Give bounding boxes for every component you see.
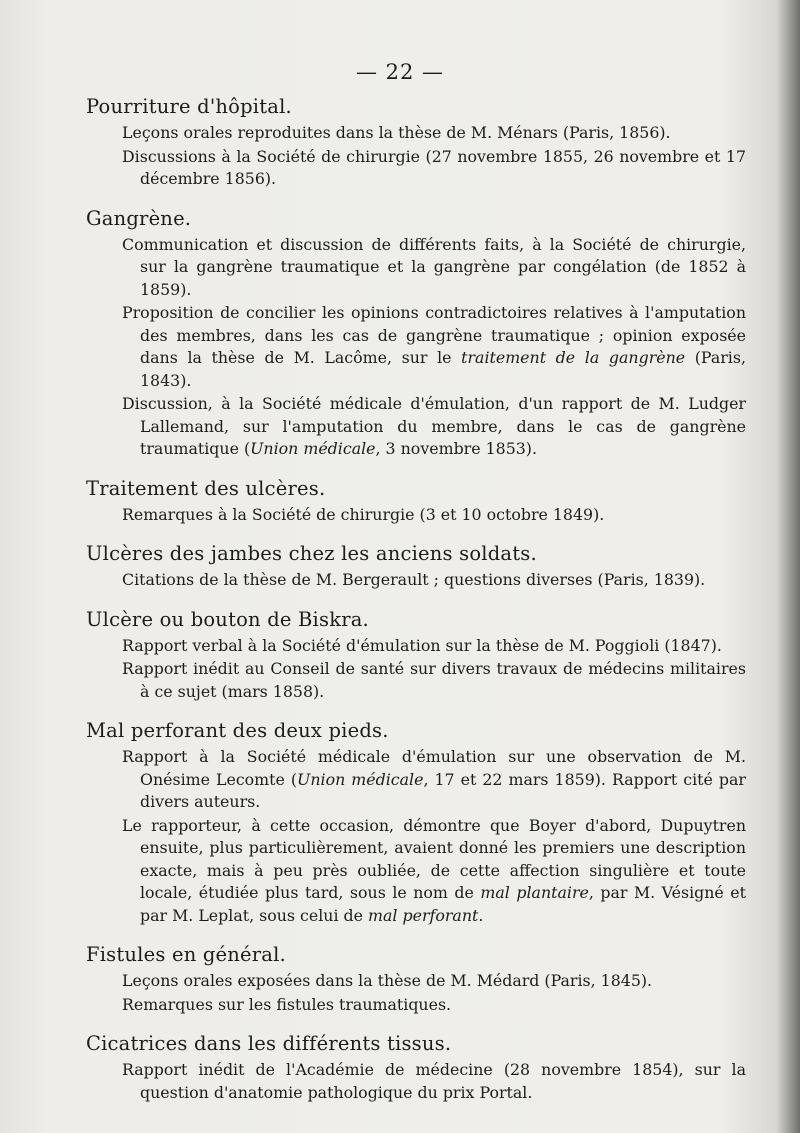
entry-text: Remarques sur les fistules traumatiques. — [122, 994, 452, 1014]
entry-paragraph — [122, 302, 746, 392]
section — [86, 95, 746, 191]
section — [86, 207, 746, 461]
section — [86, 1032, 746, 1104]
entry-text: Rapport verbal à la Société d'émulation sur la thèse de M. Poggioli (1847). — [122, 635, 722, 655]
entry-paragraph — [122, 234, 746, 302]
entry-paragraph — [122, 504, 746, 527]
section-heading: Mal perforant des deux pieds. — [86, 719, 389, 742]
entry-paragraph — [122, 635, 746, 658]
entry-paragraph — [122, 1059, 746, 1104]
entry-text: Rapport inédit au Conseil de santé sur divers travaux de médecins militaires à ce sujet (mars 1858). — [122, 659, 746, 701]
section — [86, 719, 746, 927]
entry-text: Remarques à la Société de chirurgie (3 et 10 octobre 1849). — [122, 504, 605, 524]
section-heading: Pourriture d'hôpital. — [86, 95, 292, 118]
italic-citation: mal perforant — [368, 905, 479, 925]
section — [86, 608, 746, 704]
entry-paragraph — [122, 994, 746, 1017]
entry-text: Communication et discussion de différents faits, à la Société de chirurgie, sur la gangrène traumatique et la gangrène par congélation (de 1852 à 1859). — [122, 234, 746, 299]
entry-text: , 17 et 22 mars 1859). Rapport cité par divers auteurs. — [140, 769, 746, 811]
entry-text: Le rapporteur, à cette occasion, démontre que Boyer d'abord, Dupuytren ensuite, plus particulièrement, avaient donné les premiers une description exacte, mais à peu près oubliée, de cette affection singulière et toute locale, étudiée plus tard, sous le nom de — [122, 815, 746, 902]
italic-citation: traitement de la gangrène — [461, 348, 686, 367]
entry-paragraph — [122, 146, 746, 191]
entry-paragraph — [122, 658, 746, 703]
entry-text: Proposition de concilier les opinions contradictoires relatives à l'amputation des membres, dans les cas de gangrène traumatique ; opinion exposée dans la thèse de M. Lacôme, sur le — [122, 303, 746, 367]
entry-paragraph — [122, 970, 746, 993]
entry-paragraph — [122, 815, 746, 928]
entry-text: Leçons orales exposées dans la thèse de M. Médard (Paris, 1845). — [122, 971, 653, 990]
entry-text: , par M. Vésigné et par M. Leplat, sous celui de — [140, 883, 746, 925]
section — [86, 477, 746, 527]
section-heading: Traitement des ulcères. — [86, 476, 326, 500]
entry-text: Rapport à la Société médicale d'émulation sur une observation de M. Onésime Lecomte ( — [122, 747, 746, 789]
entry-text: Leçons orales reproduites dans la thèse de M. Ménars (Paris, 1856). — [122, 123, 671, 142]
entry-text: . — [478, 905, 484, 925]
entry-text: Rapport inédit de l'Académie de médecine (28 novembre 1854), sur la question d'anatomie pathologique du prix Portal. — [122, 1060, 746, 1102]
entry-text: Discussions à la Société de chirurgie (27 novembre 1855, 26 novembre et 17 décembre 1856). — [122, 146, 746, 188]
section-heading: Fistules en général. — [86, 943, 286, 966]
section-heading: Ulcères des jambes chez les anciens soldats. — [86, 542, 537, 565]
entry-text: Discussion, à la Société médicale d'émulation, d'un rapport de M. Ludger Lallemand, sur l'amputation du membre, dans le cas de gangrène traumatique ( — [122, 394, 746, 458]
section-heading: Gangrène. — [86, 206, 192, 230]
document-body — [86, 95, 746, 1120]
section-heading: Cicatrices dans les différents tissus. — [86, 1032, 452, 1055]
italic-citation: mal plantaire — [480, 883, 589, 902]
entry-paragraph — [122, 746, 746, 814]
entry-text: , 3 novembre 1853). — [375, 439, 537, 458]
italic-citation: Union médicale — [250, 439, 376, 458]
entry-paragraph — [122, 122, 746, 145]
entry-paragraph — [122, 569, 746, 592]
entry-text: (Paris, 1843). — [140, 348, 746, 390]
entry-paragraph — [122, 393, 746, 461]
page-number: — 22 — — [355, 60, 445, 84]
italic-citation: Union médicale — [297, 769, 424, 789]
entry-text: Citations de la thèse de M. Bergerault ; questions diverses (Paris, 1839). — [122, 570, 706, 589]
section-heading: Ulcère ou bouton de Biskra. — [86, 607, 369, 631]
section — [86, 542, 746, 592]
section — [86, 943, 746, 1016]
